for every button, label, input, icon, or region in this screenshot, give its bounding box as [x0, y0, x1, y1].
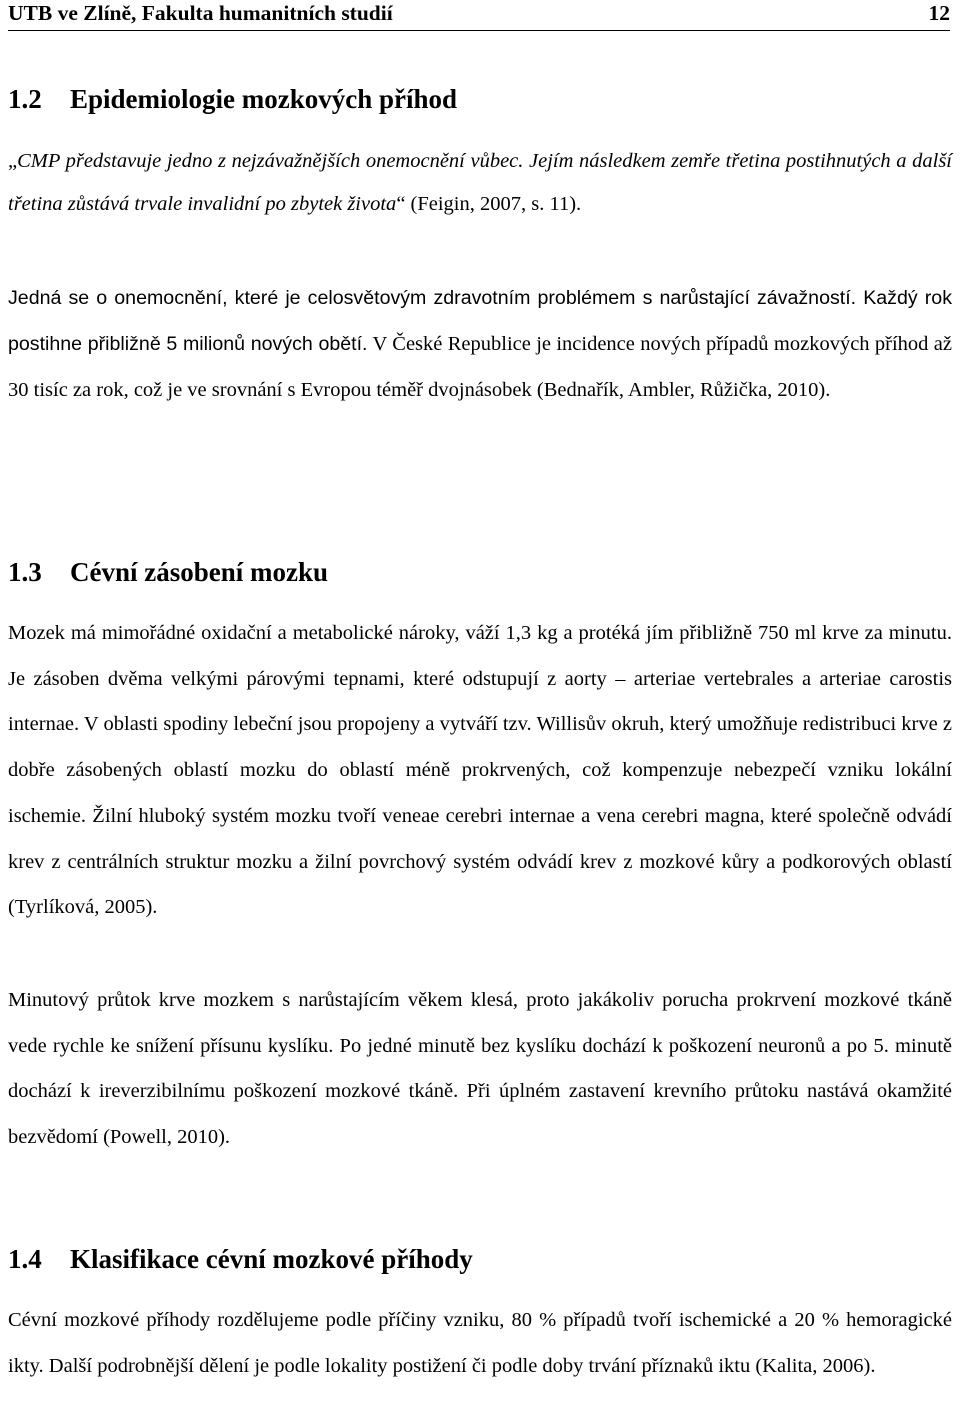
quote-text: CMP představuje jedno z nejzávažnějších onemocnění vůbec. Jejím následkem zemře třetina postihnutých a další třetina zůstává trvale invalidní po zbytek života — [8, 150, 952, 215]
section-heading-1-2 — [8, 82, 457, 116]
section-title: Epidemiologie mozkových příhod — [70, 84, 458, 114]
header-title: UTB ve Zlíně, Fakulta humanitních studií — [8, 1, 393, 25]
paragraph-blood-supply: Mozek má mimořádné oxidační a metabolické nároky, váží 1,3 kg a protéká jím přibližně 750 ml krve za minutu. Je zásoben dvěma velkými párovými tepnami, které odstupují z aorty – arteriae vertebrales a arteriae carostis internae. V oblasti spodiny lebeční jsou propojeny a vytváří tzv. Willisův okruh, který umožňuje redistribuci krve z dobře zásobených oblastí mozku do oblastí méně prokrvených, což kompenzuje nebezpečí vzniku lokální ischemie. Žilní hluboký systém mozku tvoří veneae cerebri internae a vena cerebri magna, které společně odvádí krev z centrálních struktur mozku a žilní povrchový systém odvádí krev z mozkové kůry a podkorových oblastí (Tyrlíková, 2005). — [8, 622, 952, 919]
paragraph-blood-flow: Minutový průtok krve mozkem s narůstajícím věkem klesá, proto jakákoliv porucha prokrvení mozkové tkáně vede rychle ke snížení přísunu kyslíku. Po jedné minutě bez kyslíku dochází k poškození neuronů a po 5. minutě dochází k ireverzibilnímu poškození mozkové tkáně. Při úplném zastavení krevního průtoku nastává okamžité bezvědomí (Powell, 2010). — [8, 989, 952, 1149]
paragraph-serif-part: V České Republice je incidence nových případů mozkových příhod až 30 tisíc za rok, což je ve srovnání s Evropou téměř dvojnásobek (Bednařík, Ambler, Růžička, 2010). — [8, 333, 952, 401]
paragraph-classification: Cévní mozkové příhody rozdělujeme podle příčiny vzniku, 80 % případů tvoří ischemické a 20 % hemoragické ikty. Další podrobnější dělení je podle lokality postižení či podle doby trvání příznaků iktu (Kalita, 2006). — [8, 1309, 952, 1377]
running-header — [8, 0, 950, 31]
page-number: 12 — [928, 1, 950, 25]
section-heading-1-3 — [8, 555, 328, 589]
quote-open: „ — [8, 150, 18, 172]
section-title: Klasifikace cévní mozkové příhody — [70, 1244, 473, 1274]
section-number: 1.3 — [8, 557, 42, 587]
section-heading-1-4 — [8, 1242, 473, 1276]
paragraph-sans-part: Jedná se o onemocnění, které je celosvětovým zdravotním problémem s narůstající závažností. Každý rok postihne přibližně 5 milionů nových obětí. — [8, 287, 952, 355]
section-number: 1.2 — [8, 84, 42, 114]
section-title: Cévní zásobení mozku — [70, 557, 329, 587]
quote-citation: “ (Feigin, 2007, s. 11). — [396, 193, 582, 215]
section-number: 1.4 — [8, 1244, 42, 1274]
quote-paragraph — [8, 140, 952, 226]
paragraph-epidemiology — [8, 275, 952, 413]
